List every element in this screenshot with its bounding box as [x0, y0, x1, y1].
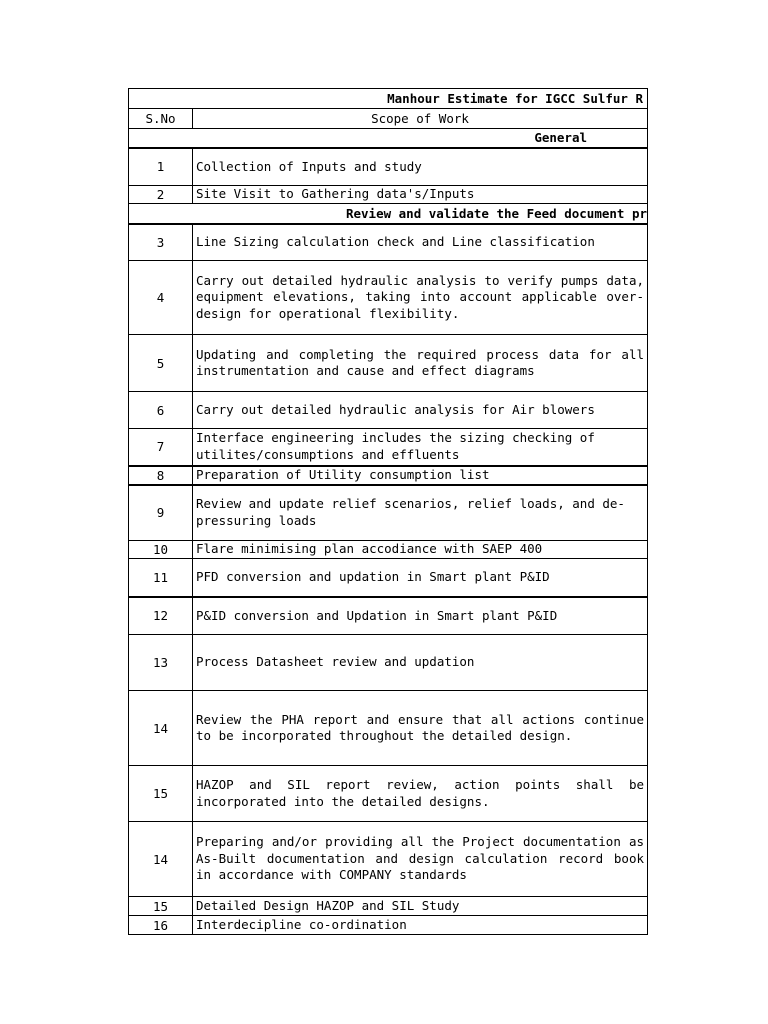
row-scope: PFD conversion and updation in Smart plant P&ID	[193, 559, 648, 597]
row-scope: Review and update relief scenarios, relief loads, and de-pressuring loads	[193, 485, 648, 541]
row-sno: 2	[129, 186, 193, 204]
row-scope: Process Datasheet review and updation	[193, 635, 648, 691]
table-row	[129, 485, 648, 541]
table-row	[129, 392, 648, 429]
row-sno: 9	[129, 485, 193, 541]
table-row	[129, 897, 648, 916]
table-row	[129, 148, 648, 186]
section-general: General	[129, 129, 648, 148]
section-review: Review and validate the Feed document pr	[129, 204, 648, 224]
row-scope: P&ID conversion and Updation in Smart plant P&ID	[193, 597, 648, 635]
table-row	[129, 224, 648, 261]
row-scope: Interface engineering includes the sizing checking of utilites/consumptions and effluents	[193, 429, 648, 466]
row-sno: 14	[129, 691, 193, 766]
row-scope: Site Visit to Gathering data's/Inputs	[193, 186, 648, 204]
row-sno: 10	[129, 541, 193, 559]
row-sno: 5	[129, 335, 193, 392]
row-scope: Updating and completing the required process data for all instrumentation and cause and effect diagrams	[193, 335, 648, 392]
row-scope: HAZOP and SIL report review, action points shall be incorporated into the detailed designs.	[193, 766, 648, 822]
row-sno: 1	[129, 148, 193, 186]
table-row	[129, 559, 648, 597]
row-sno: 12	[129, 597, 193, 635]
row-scope: Carry out detailed hydraulic analysis to verify pumps data, equipment elevations, taking into account applicable over-design for operational flexibility.	[193, 261, 648, 335]
row-scope: Preparing and/or providing all the Project documentation as As-Built documentation and design calculation record book in accordance with COMPANY standards	[193, 822, 648, 897]
row-scope: Flare minimising plan accodiance with SAEP 400	[193, 541, 648, 559]
row-scope: Collection of Inputs and study	[193, 148, 648, 186]
table-row	[129, 261, 648, 335]
table-row	[129, 635, 648, 691]
header-scope: Scope of Work	[193, 109, 648, 129]
sheet-title: Manhour Estimate for IGCC Sulfur R	[129, 89, 648, 109]
row-sno: 3	[129, 224, 193, 261]
row-sno: 13	[129, 635, 193, 691]
row-sno: 14	[129, 822, 193, 897]
row-scope: Interdecipline co-ordination	[193, 916, 648, 935]
row-sno: 6	[129, 392, 193, 429]
row-scope: Detailed Design HAZOP and SIL Study	[193, 897, 648, 916]
table-row	[129, 822, 648, 897]
header-row	[129, 109, 648, 129]
table-row	[129, 691, 648, 766]
row-scope: Line Sizing calculation check and Line classification	[193, 224, 648, 261]
row-scope: Preparation of Utility consumption list	[193, 466, 648, 485]
section-general-row	[129, 129, 648, 148]
table-row	[129, 429, 648, 466]
row-sno: 7	[129, 429, 193, 466]
title-row	[129, 89, 648, 109]
table-row	[129, 186, 648, 204]
row-sno: 8	[129, 466, 193, 485]
table-row	[129, 916, 648, 935]
row-sno: 4	[129, 261, 193, 335]
table-row	[129, 541, 648, 559]
table-row	[129, 335, 648, 392]
manhour-estimate-sheet	[128, 88, 647, 935]
section-review-row	[129, 204, 648, 224]
table-row	[129, 597, 648, 635]
manhour-table	[128, 88, 648, 935]
table-row	[129, 466, 648, 485]
row-scope: Review the PHA report and ensure that all actions continue to be incorporated throughout the detailed design.	[193, 691, 648, 766]
row-sno: 15	[129, 766, 193, 822]
row-sno: 15	[129, 897, 193, 916]
row-sno: 11	[129, 559, 193, 597]
header-sno: S.No	[129, 109, 193, 129]
row-scope: Carry out detailed hydraulic analysis for Air blowers	[193, 392, 648, 429]
row-sno: 16	[129, 916, 193, 935]
table-row	[129, 766, 648, 822]
